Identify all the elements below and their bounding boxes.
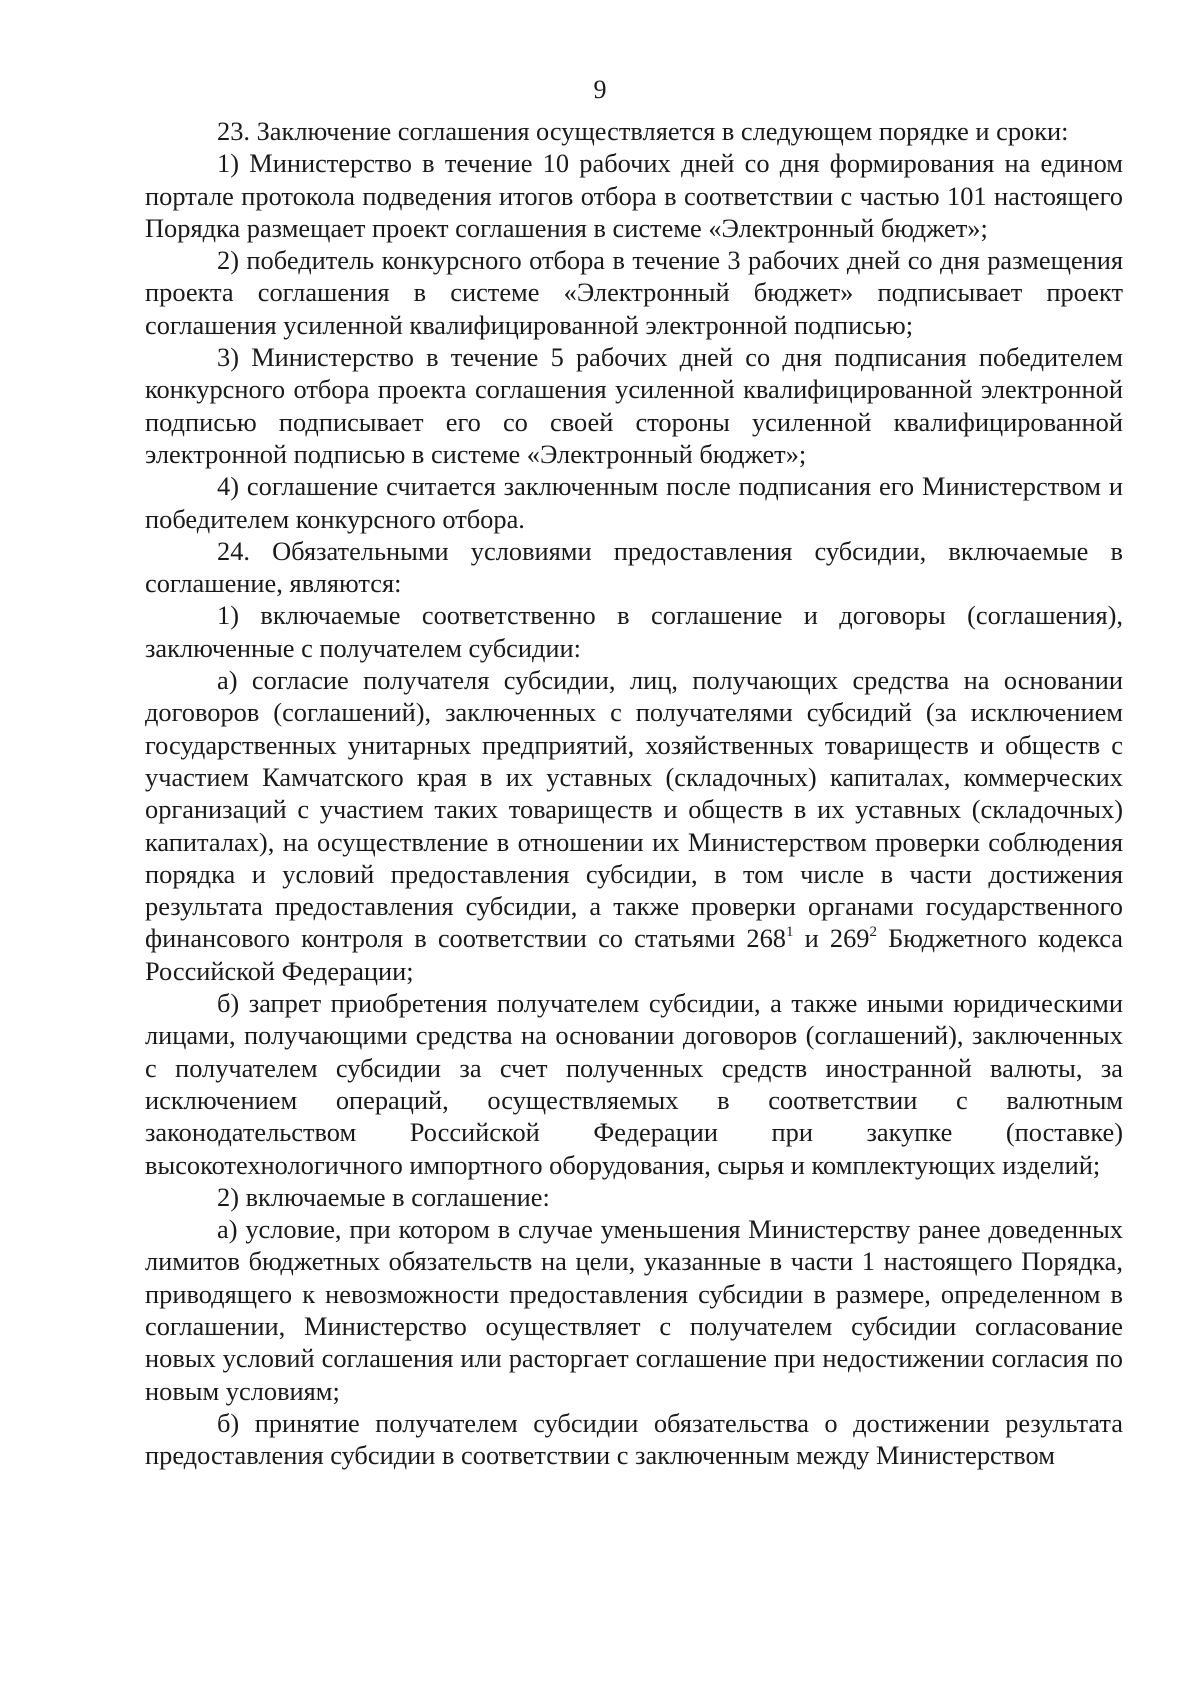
paragraph-24-item-1a [145, 664, 1123, 987]
paragraph-23-item-4: 4) соглашение считается заключенным после подписания его Министерством и победителем конкурсного отбора. [145, 471, 1123, 534]
paragraph-24-item-2a: а) условие, при котором в случае уменьшения Министерству ранее доведенных лимитов бюджетных обязательств на цели, указанные в части 1 настоящего Порядка, приводящего к невозможности предоставления субсидии в размере, определенном в соглашении, Министерство осуществляет с получателем субсидии согласование новых условий соглашения или расторгает соглашение при недостижении согласия по новым условиям; [145, 1214, 1123, 1406]
superscript-1: 1 [785, 923, 794, 940]
paragraph-24-item-1b: б) запрет приобретения получателем субсидии, а также иными юридическими лицами, получающими средства на основании договоров (соглашений), заключенных с получателем субсидии за счет полученных средств иностранной валюты, за исключением операций, осуществляемых в соответствии с валютным законодательством Российской Федерации при закупке (поставке) высокотехнологичного импортного оборудования, сырья и комплектующих изделий; [145, 988, 1123, 1180]
paragraph-text-after: Бюджетного кодекса Российской Федерации; [145, 923, 1124, 986]
paragraph-23-item-1: 1) Министерство в течение 10 рабочих дней со дня формирования на едином портале протокола подведения итогов отбора в соответствии с частью 101 настоящего Порядка размещает проект соглашения в системе «Электронный бюджет»; [145, 148, 1123, 243]
paragraph-24-item-2b: б) принятие получателем субсидии обязательства о достижении результата предоставления субсидии в соответствии с заключенным между Министерством [145, 1407, 1123, 1471]
paragraph-24-item-2: 2) включаемые в соглашение: [217, 1181, 550, 1212]
paragraph-24-intro: 24. Обязательными условиями предоставления субсидии, включаемые в соглашение, являются: [145, 535, 1123, 599]
paragraph-text-middle: и 269 [793, 923, 870, 954]
superscript-2: 2 [869, 923, 877, 940]
paragraph-23-item-2: 2) победитель конкурсного отбора в течение 3 рабочих дней со дня размещения проекта соглашения в системе «Электронный бюджет» подписывает проект соглашения усиленной квалифицированной электронной подписью; [145, 245, 1123, 340]
paragraph-23-item-3: 3) Министерство в течение 5 рабочих дней со дня подписания победителем конкурсного отбора проекта соглашения усиленной квалифицированной электронной подписью подписывает его со своей стороны усиленной квалифицированной электронной подписью в системе «Электронный бюджет»; [145, 342, 1123, 469]
paragraph-23-intro: 23. Заключение соглашения осуществляется в следующем порядке и сроки: [217, 116, 1069, 146]
document-body [145, 115, 1123, 1471]
paragraph-text-before: а) согласие получателя субсидии, лиц, получающих средства на основании договоров (соглашений), заключенных с получателями субсидий (за исключением государственных унитарных предприятий, хозяйственных товариществ и обществ с участием Камчатского края в их уставных (складочных) капиталах, коммерческих организаций с участием таких товариществ и обществ в их уставных (складочных) капиталах), на осуществление в отношении их Министерством проверки соблюдения порядка и условий предоставления субсидии, в том числе в части достижения результата предоставления субсидии, а также проверки органами государственного финансового контроля в соответствии со статьями 268 [145, 665, 1123, 954]
paragraph-24-item-1: 1) включаемые соответственно в соглашение и договоры (соглашения), заключенные с получателем субсидии: [145, 600, 1123, 663]
page-number: 9 [593, 75, 607, 104]
